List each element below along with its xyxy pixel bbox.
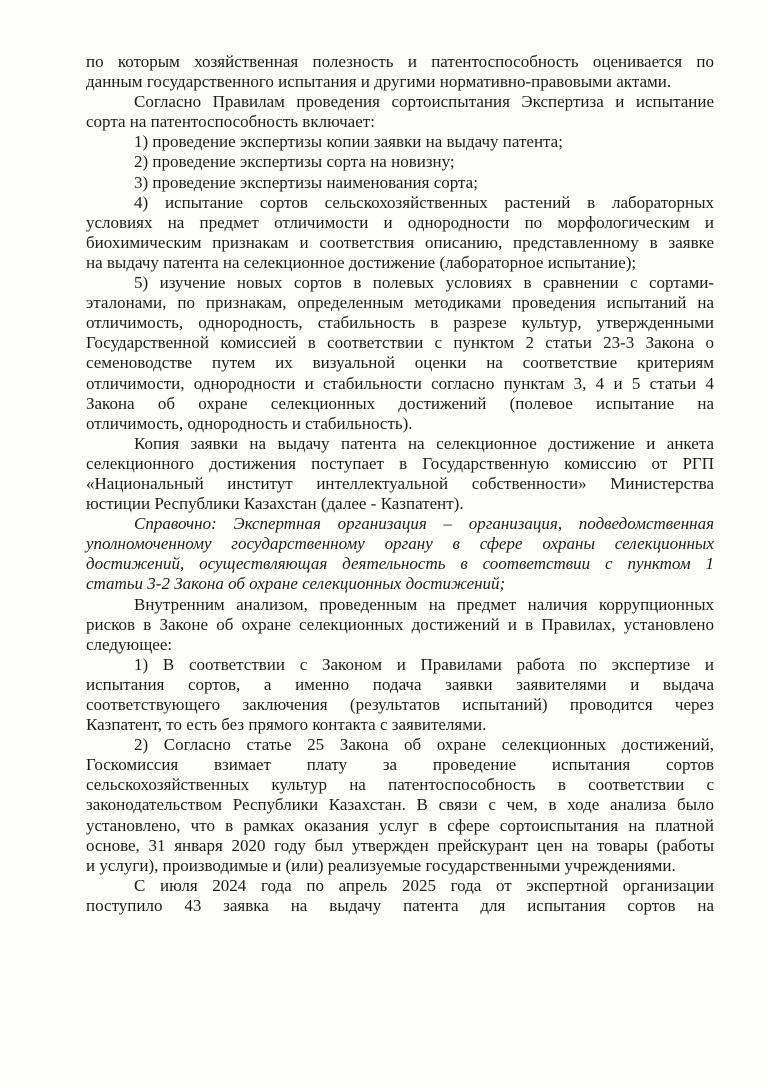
text-line: 1) В соответствии с Законом и Правилами работа по экспертизе и [134,654,714,674]
text-line: соответствующего заключения (результатов испытаний) проводится через [86,695,714,714]
text-line: эталонами, по признакам, определенным методиками проведения испытаний на [86,293,714,313]
text-line: достижений, осуществляющая деятельность в соответствии с пунктом 1 [86,554,714,574]
text-line: Госкомиссия взимает плату за проведение испытания сортов [86,755,714,775]
text-line: на выдачу патента на селекционное достижение (лабораторное испытание); [86,252,637,272]
text-line: Государственной комиссией в соответствии с пунктом 2 статьи 23-3 Закона о [86,333,714,353]
text-line: семеноводстве путем их визуальной оценки на соответствие критериям [86,353,714,373]
text-line: Согласно Правилам проведения сортоиспытания Экспертиза и испытание [134,92,714,112]
text-line: «Национальный институт интеллектуальной собственности» Министерства [86,473,714,493]
text-line: отличимость, однородность и стабильность). [86,413,413,433]
text-line: 2) проведение экспертизы сорта на новизну; [134,152,455,172]
text-line: 2) Согласно статье 25 Закона об охране селекционных достижений, [134,735,714,755]
text-line: следующее: [86,634,173,654]
text-line: Копия заявки на выдачу патента на селекционное достижение и анкета [134,433,714,453]
text-line: отличимости, однородности и стабильности согласно пунктам 3, 4 и 5 статьи 4 [86,373,714,393]
text-line: установлено, что в рамках оказания услуг в сфере сортоиспытания на платной [86,815,714,835]
text-line: испытания сортов, а именно подача заявки заявителями и выдача [86,674,714,694]
text-line: юстиции Республики Казахстан (далее - Казпатент). [86,494,464,514]
text-line: селекционного достижения поступает в Государственную комиссию от РГП [86,453,714,473]
text-line: С июля 2024 года по апрель 2025 года от экспертной организации [134,875,714,895]
text-line: уполномоченному государственному органу в сфере охраны селекционных [86,534,714,554]
text-line: условиях на предмет отличимости и однородности по морфологическим и [86,212,714,232]
text-line: сорта на патентоспособность включает: [86,112,375,132]
text-line: 4) испытание сортов сельскохозяйственных растений в лабораторных [134,192,714,212]
text-line: статьи 3-2 Закона об охране селекционных достижений; [86,574,506,594]
text-line: поступило 43 заявка на выдачу патента для испытания сортов на [86,895,714,915]
text-line: и услуги), производимые и (или) реализуемые государственными учреждениями. [86,855,676,875]
text-line: 5) изучение новых сортов в полевых условиях в сравнении с сортами- [134,273,714,293]
text-line: биохимическим признакам и соответствия описанию, представленному в заявке [86,232,714,252]
text-line: по которым хозяйственная полезность и патентоспособность оценивается по [86,52,714,71]
text-line: основе, 31 января 2020 году был утвержден прейскурант цен на товары (работы [86,835,714,855]
text-line: Внутренним анализом, проведенным на предмет наличия коррупционных [134,594,714,614]
text-line: законодательством Республики Казахстан. В связи с чем, в ходе анализа было [86,795,714,815]
text-line: 1) проведение экспертизы копии заявки на выдачу патента; [134,132,563,152]
text-line: 3) проведение экспертизы наименования сорта; [134,172,478,192]
text-line: Справочно: Экспертная организация – организация, подведомственная [134,514,714,534]
text-line: сельскохозяйственных культур на патентоспособность в соответствии с [86,775,714,795]
text-line: данным государственного испытания и другими нормативно-правовыми актами. [86,72,672,92]
text-line: Закона об охране селекционных достижений (полевое испытание на [86,393,714,413]
text-line: Казпатент, то есть без прямого контакта с заявителями. [86,715,487,735]
text-line: рисков в Законе об охране селекционных достижений и в Правилах, установлено [86,614,714,634]
text-line: отличимость, однородность, стабильность в разрезе культур, утвержденными [86,313,714,333]
